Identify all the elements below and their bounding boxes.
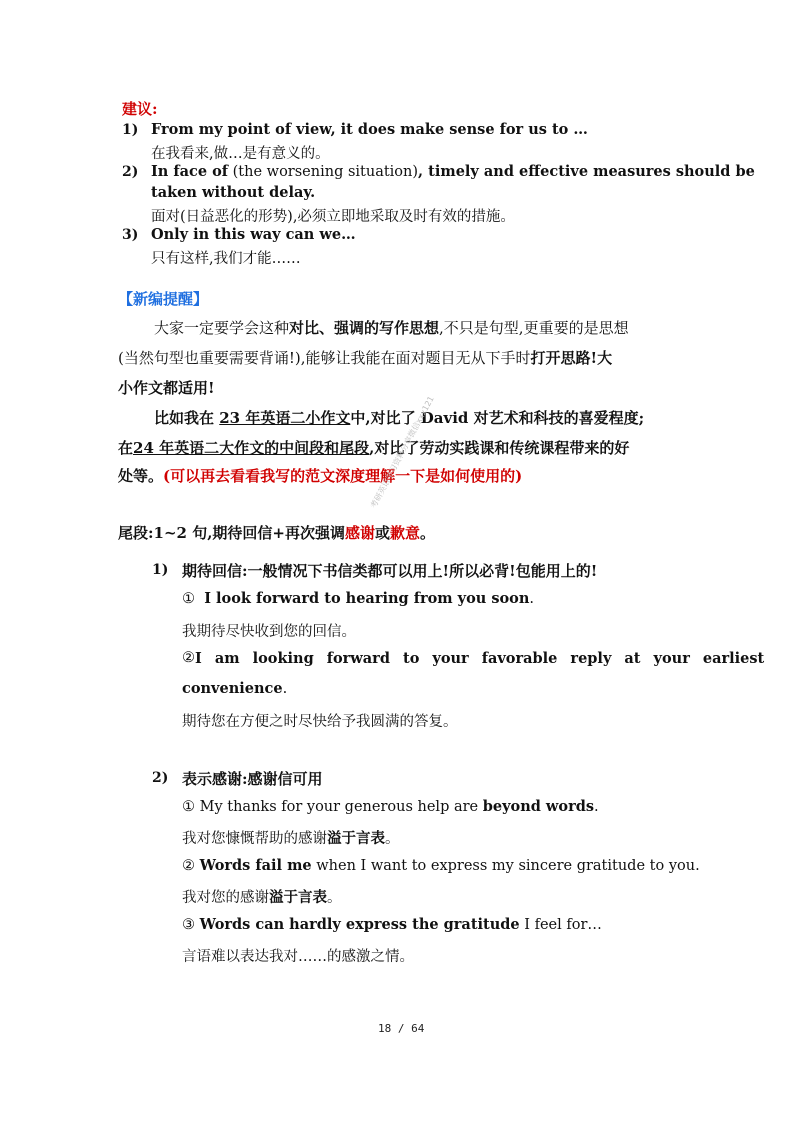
item-marker: ③ bbox=[182, 917, 195, 933]
suggestion-2-en-line2: taken without delay. bbox=[151, 184, 316, 201]
ending-heading-or: 或 bbox=[375, 524, 391, 542]
suggestion-1-en: From my point of view, it does make sense for us to … bbox=[151, 121, 588, 138]
reminder-p1-text-a: 大家一定要学会这种 bbox=[154, 319, 290, 337]
suggestion-2-en-plain: (the worsening situation) bbox=[228, 164, 419, 180]
suggestion-2-num: 2) bbox=[122, 164, 139, 180]
reminder-p1-emphasis: 对比、强调的写作思想 bbox=[289, 319, 440, 337]
suggestion-2-en bbox=[151, 163, 755, 180]
ending-sec1-item2-line1 bbox=[182, 650, 765, 667]
reminder-p1-line2-text: (当然句型也重要需要背诵!),能够让我能在面对题目无从下手时 bbox=[118, 349, 531, 367]
ending-sec2-item2-bold: Words fail me bbox=[199, 857, 312, 874]
ending-sec1-item1-en: I look forward to hearing from you soon bbox=[204, 590, 530, 607]
ending-sec1-item1-tail: . bbox=[529, 591, 534, 607]
ending-sec2-num: 2) bbox=[152, 770, 169, 786]
ending-heading-apology: 歉意 bbox=[390, 524, 421, 542]
ending-sec2-title: 表示感谢:感谢信可用 bbox=[182, 770, 323, 788]
ending-sec1-num: 1) bbox=[152, 562, 169, 578]
ending-sec2-item1-bold: beyond words bbox=[482, 798, 595, 815]
ending-sec2-item3-zh: 言语难以表达我对……的感激之情。 bbox=[182, 949, 414, 965]
suggestion-3-en: Only in this way can we… bbox=[151, 226, 356, 243]
reminder-p2-underline1: 23 年英语二小作文 bbox=[219, 409, 351, 427]
ending-sec2-item2-zh-a: 我对您的感谢 bbox=[182, 890, 269, 906]
suggestion-2-zh: 面对(日益恶化的形势),必须立即地采取及时有效的措施。 bbox=[151, 209, 515, 225]
ending-sec1-item1-zh: 我期待尽快收到您的回信。 bbox=[182, 624, 356, 640]
suggestion-2-en-bold2: , timely and effective measures should be bbox=[418, 163, 755, 180]
ending-sec2-item1-zh-c: 。 bbox=[385, 831, 400, 847]
ending-sec2-item2-zh bbox=[182, 886, 342, 907]
ending-sec1-item1 bbox=[182, 590, 534, 607]
reminder-p2-underline2: 24 年英语二大作文的中间段和尾段 bbox=[133, 439, 370, 457]
suggestion-title: 建议: bbox=[122, 100, 158, 118]
ending-heading-a: 尾段:1~2 句,期待回信+再次强调 bbox=[118, 524, 345, 542]
page-number: 18 / 64 bbox=[378, 1022, 425, 1035]
suggestion-1-num: 1) bbox=[122, 122, 139, 138]
reminder-p1-line3: 小作文都适用! bbox=[118, 379, 215, 397]
ending-sec2-item1-zh bbox=[182, 827, 400, 848]
ending-sec2-item2-post: when I want to express my sincere gratitude to you. bbox=[311, 858, 700, 874]
reminder-p2-red-note: (可以再去看看我写的范文深度理解一下是如何使用的) bbox=[163, 467, 523, 485]
ending-sec2-item1-pre: My thanks for your generous help are bbox=[199, 799, 483, 815]
suggestion-1-zh: 在我看来,做…是有意义的。 bbox=[151, 146, 330, 162]
ending-sec1-item2-en1: I am looking forward to your favorable reply at your earliest bbox=[195, 650, 765, 667]
reminder-p2-line3 bbox=[118, 465, 522, 486]
suggestion-2-en-bold1: In face of bbox=[151, 163, 229, 180]
reminder-p2-a: 比如我在 bbox=[154, 409, 220, 427]
ending-heading-thanks: 感谢 bbox=[345, 524, 376, 542]
suggestion-3-zh: 只有这样,我们才能…… bbox=[151, 251, 301, 267]
item-marker: ① bbox=[182, 799, 195, 815]
ending-sec2-item3-bold: Words can hardly express the gratitude bbox=[199, 916, 520, 933]
ending-sec2-item1-post: . bbox=[594, 799, 599, 815]
reminder-p1-line1 bbox=[154, 317, 629, 338]
ending-heading bbox=[118, 522, 435, 543]
reminder-p1-line2-bold: 打开思路!大 bbox=[530, 349, 613, 367]
ending-sec1-title: 期待回信:一般情况下书信类都可以用上!所以必背!包能用上的! bbox=[182, 562, 598, 580]
ending-sec2-item3-post: I feel for… bbox=[519, 917, 602, 933]
item-marker: ② bbox=[182, 858, 195, 874]
ending-sec2-item1 bbox=[182, 798, 599, 815]
reminder-p1-line2 bbox=[118, 347, 612, 368]
reminder-p2-d: 在 bbox=[118, 439, 134, 457]
ending-sec1-item2-en2: convenience bbox=[182, 680, 283, 697]
ending-sec2-item2-zh-c: 。 bbox=[327, 890, 342, 906]
ending-sec1-item2-tail: . bbox=[282, 681, 288, 697]
watermark: 考研英语学习资料分享微信xxx121 bbox=[368, 394, 436, 510]
reminder-p2-line1 bbox=[154, 407, 644, 428]
suggestion-3-num: 3) bbox=[122, 227, 139, 243]
ending-sec2-item1-zh-a: 我对您慷慨帮助的感谢 bbox=[182, 831, 327, 847]
reminder-p2-c: 中,对比了 David 对艺术和科技的喜爱程度; bbox=[350, 409, 645, 427]
item-marker: ② bbox=[182, 650, 195, 666]
ending-sec2-item2 bbox=[182, 857, 700, 874]
ending-sec2-item1-zh-b: 溢于言表 bbox=[327, 830, 385, 847]
reminder-p2-g: 处等。 bbox=[118, 467, 164, 485]
ending-heading-end: 。 bbox=[420, 524, 436, 542]
ending-sec2-item2-zh-b: 溢于言表 bbox=[269, 889, 327, 906]
reminder-title: 【新编提醒】 bbox=[118, 290, 209, 308]
item-marker: ① bbox=[182, 591, 195, 607]
ending-sec2-item3 bbox=[182, 916, 602, 933]
ending-sec1-item2-line2 bbox=[182, 680, 287, 697]
reminder-p1-text-c: ,不只是句型,更重要的是思想 bbox=[439, 319, 629, 337]
reminder-p2-f: ,对比了劳动实践课和传统课程带来的好 bbox=[369, 439, 630, 457]
ending-sec1-item2-zh: 期待您在方便之时尽快给予我圆满的答复。 bbox=[182, 714, 458, 730]
reminder-p2-line2 bbox=[118, 437, 629, 458]
